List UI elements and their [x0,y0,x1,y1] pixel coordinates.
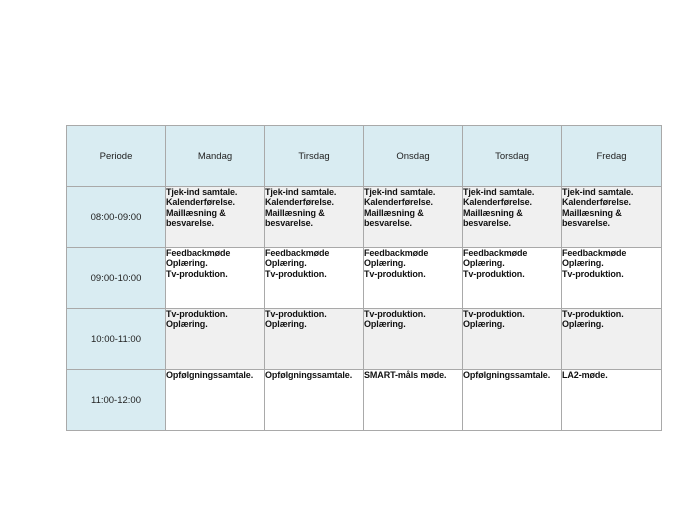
schedule-cell[interactable]: Tv-produktion. Oplæring. [463,309,562,370]
schedule-cell[interactable]: LA2-møde. [562,370,662,431]
period-cell[interactable]: 08:00-09:00 [67,187,166,248]
schedule-cell[interactable]: Tjek-ind samtale. Kalenderførelse. Maillæsning & besvarelse. [364,187,463,248]
schedule-cell[interactable]: Tv-produktion. Oplæring. [265,309,364,370]
table-row [67,370,662,431]
table-row [67,248,662,309]
period-cell[interactable]: 11:00-12:00 [67,370,166,431]
schedule-cell[interactable]: Opfølgningssamtale. [265,370,364,431]
schedule-cell[interactable]: SMART-måls møde. [364,370,463,431]
schedule-cell[interactable]: Feedbackmøde Oplæring. Tv-produktion. [265,248,364,309]
schedule-cell[interactable]: Tjek-ind samtale. Kalenderførelse. Maillæsning & besvarelse. [166,187,265,248]
period-cell[interactable]: 10:00-11:00 [67,309,166,370]
schedule-cell[interactable]: Feedbackmøde Oplæring. Tv-produktion. [166,248,265,309]
schedule-cell[interactable]: Feedbackmøde Oplæring. Tv-produktion. [562,248,662,309]
schedule-cell[interactable]: Feedbackmøde Oplæring. Tv-produktion. [463,248,562,309]
schedule-cell[interactable]: Opfølgningssamtale. [463,370,562,431]
schedule-cell[interactable]: Tjek-ind samtale. Kalenderførelse. Maillæsning & besvarelse. [562,187,662,248]
schedule-cell[interactable]: Opfølgningssamtale. [166,370,265,431]
schedule-cell[interactable]: Tjek-ind samtale. Kalenderførelse. Maillæsning & besvarelse. [463,187,562,248]
schedule-cell[interactable]: Tv-produktion. Oplæring. [166,309,265,370]
schedule-cell[interactable]: Tv-produktion. Oplæring. [562,309,662,370]
table-row [67,309,662,370]
schedule-cell[interactable]: Tv-produktion. Oplæring. [364,309,463,370]
schedule-table [66,125,662,431]
schedule-cell[interactable]: Feedbackmøde Oplæring. Tv-produktion. [364,248,463,309]
header-cell-wednesday[interactable]: Onsdag [364,126,463,187]
header-cell-period[interactable]: Periode [67,126,166,187]
period-cell[interactable]: 09:00-10:00 [67,248,166,309]
header-cell-tuesday[interactable]: Tirsdag [265,126,364,187]
header-cell-thursday[interactable]: Torsdag [463,126,562,187]
table-row [67,187,662,248]
schedule-cell[interactable]: Tjek-ind samtale. Kalenderførelse. Maillæsning & besvarelse. [265,187,364,248]
header-row [67,126,662,187]
header-cell-friday[interactable]: Fredag [562,126,662,187]
header-cell-monday[interactable]: Mandag [166,126,265,187]
